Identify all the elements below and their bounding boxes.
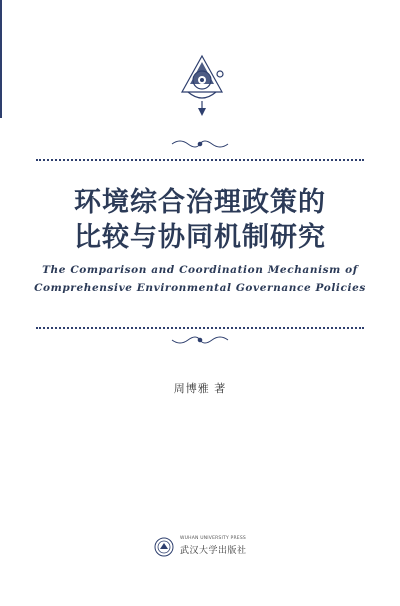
spine-line	[0, 0, 2, 118]
author: 周博雅 著	[173, 382, 227, 395]
title-en-line1: The Comparison and Coordination Mechanism of	[42, 264, 358, 276]
title-en-line2: Comprehensive Environmental Governance Policies	[34, 282, 366, 294]
dotted-divider-top	[36, 159, 364, 161]
publisher-name-en: WUHAN UNIVERSITY PRESS	[180, 536, 246, 541]
publisher-name-zh: 武汉大学出版社	[180, 546, 247, 556]
publisher-logo-icon	[154, 537, 174, 557]
dotted-divider-bottom	[36, 327, 364, 329]
ornament-icon	[168, 137, 232, 151]
ornament-icon	[168, 333, 232, 347]
emblem-icon	[176, 52, 228, 118]
title-zh-line2: 比较与协同机制研究	[74, 222, 326, 253]
title-zh-line1: 环境综合治理政策的	[74, 187, 326, 218]
